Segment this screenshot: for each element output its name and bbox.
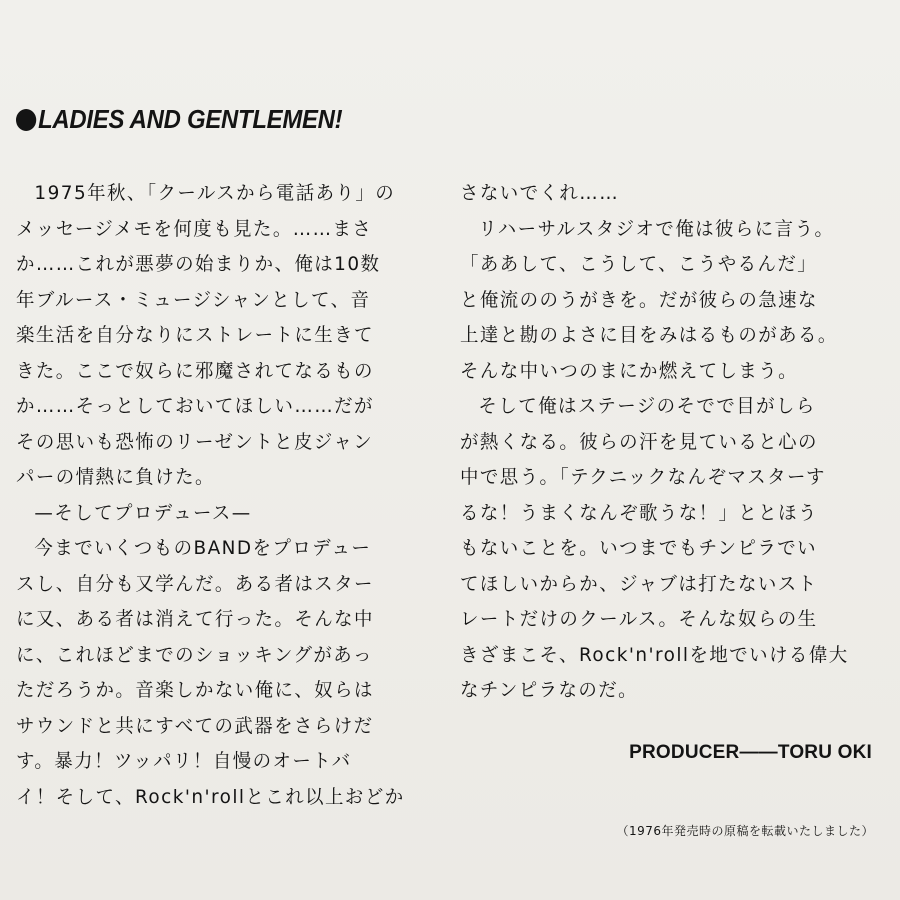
text-line: す。暴力！ツッパリ！自慢のオートバ [16,750,352,772]
text-line: もないことを。いつまでもチンピラでい [460,537,818,559]
text-line: 「ああして、こうして、こうやるんだ」 [460,253,818,275]
text-line: さないでくれ…… [460,182,620,204]
text-line: 年ブルース・ミュージシャンとして、音 [16,288,371,311]
text-line: 上達と勘のよさに目をみはるものがある。 [460,324,838,346]
text-line: その思いも恐怖のリーゼントと皮ジャン [16,430,374,453]
left-text-column [16,176,426,815]
text-line: が熱くなる。彼らの汗を見ていると心の [460,430,818,453]
text-line: そんな中いつのまにか燃えてしまう。 [460,359,799,382]
text-line: に又、ある者は消えて行った。そんな中 [16,608,374,630]
text-line: リハーサルスタジオで俺は彼らに言う。 [478,217,835,240]
text-line: パーの情熱に負けた。 [16,466,215,488]
text-line: 1975年秋、「クールスから電話あり」の [34,182,396,204]
producer-signature: PRODUCER——TORU OKI [629,742,872,763]
text-line: —そしてプロデュース— [34,501,252,524]
text-line: メッセージメモを何度も見た。……まさ [16,217,373,240]
text-line: サウンドと共にすべての武器をさらけだ [16,714,374,737]
text-line: か……そっとしておいてほしい……だが [16,395,374,417]
heading [16,104,342,135]
text-line: 中で思う。「テクニックなんぞマスターす [460,466,826,488]
text-line: なチンピラなのだ。 [460,679,639,701]
text-line: イ！そして、Rock'n'rollとこれ以上おどか [16,785,405,808]
text-line: と俺流ののうがきを。だが彼らの急速な [460,288,818,311]
text-line: てほしいからか、ジャブは打たないスト [460,572,818,595]
text-line: か……これが悪夢の始まりか、俺は10数 [16,253,381,275]
text-line: るな！うまくなんぞ歌うな！」ととほう [460,501,818,524]
bullet-icon [16,109,36,131]
text-line: レートだけのクールス。そんな奴らの生 [460,608,818,630]
heading-text: LADIES AND GENTLEMEN! [38,104,343,134]
text-line: 楽生活を自分なりにストレートに生きて [16,324,374,346]
text-line: ただろうか。音楽しかない俺に、奴らは [16,679,374,701]
reprint-footnote: （1976年発売時の原稿を転載いたしました） [616,824,874,838]
text-line: に、これほどまでのショッキングがあっ [16,643,373,666]
right-text-column [460,176,870,709]
text-line: 今までいくつものBANDをプロデュー [34,537,372,559]
text-line: そして俺はステージのそでで目がしら [478,395,816,417]
text-line: きた。ここで奴らに邪魔されてなるもの [16,359,374,382]
text-line: スし、自分も又学んだ。ある者はスター [16,572,374,595]
text-line: きざまこそ、Rock'n'rollを地でいける偉大 [460,643,849,666]
